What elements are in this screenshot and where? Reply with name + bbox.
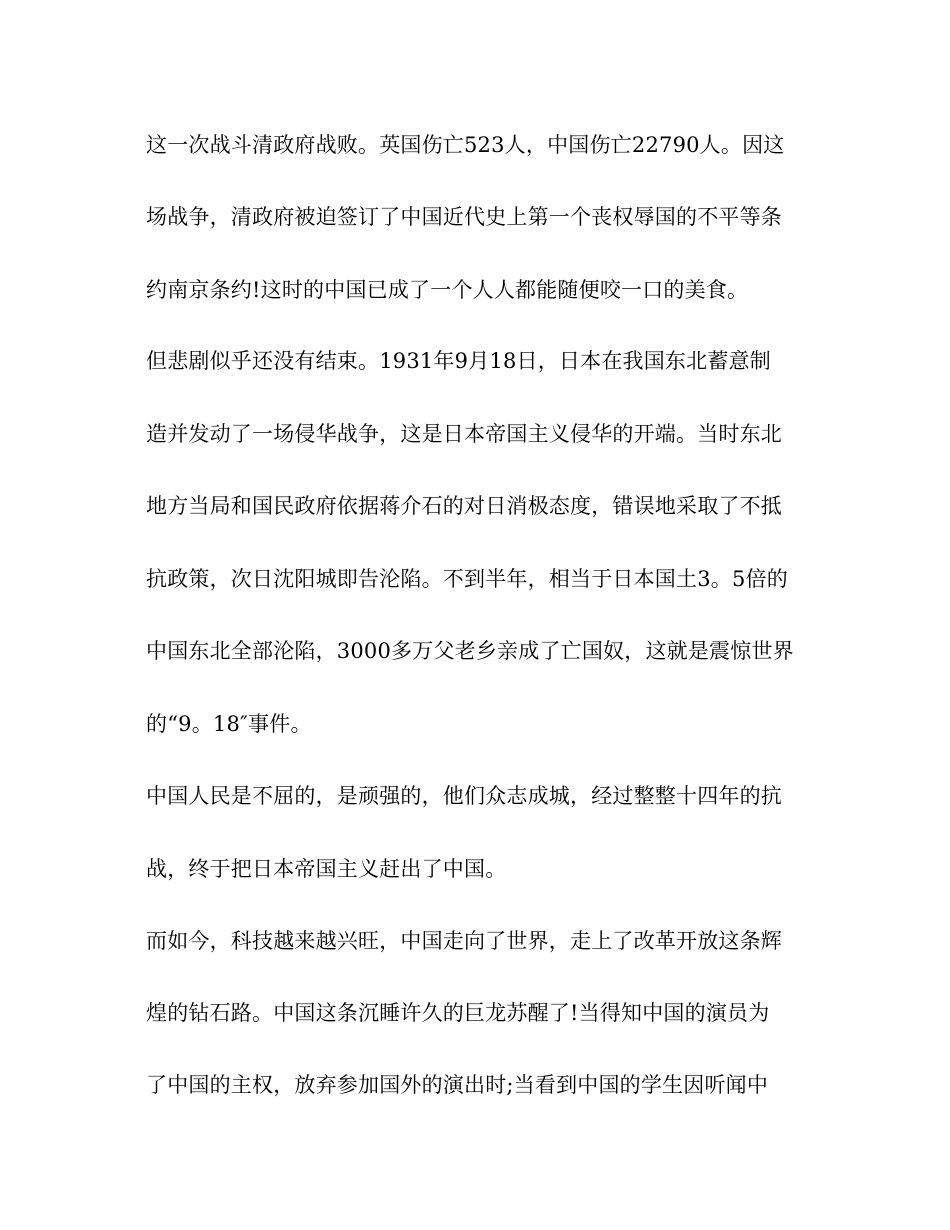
text-line: 而如今，科技越来越兴旺，中国走向了世界，走上了改革开放这条辉	[146, 929, 782, 953]
text-line: 但悲剧似乎还没有结束。1931年9月18日，日本在我国东北蓄意制	[146, 349, 771, 373]
text-line: 场战争，清政府被迫签订了中国近代史上第一个丧权辱国的不平等条	[146, 205, 782, 229]
text-line: 煌的钻石路。中国这条沉睡许久的巨龙苏醒了!当得知中国的演员为	[146, 1001, 770, 1025]
text-line: 中国东北全部沦陷，3000多万父老乡亲成了亡国奴，这就是震惊世界	[146, 639, 794, 663]
text-line: 地方当局和国民政府依据蒋介石的对日消极态度，错误地采取了不抵	[146, 494, 782, 518]
text-line: 了中国的主权，放弃参加国外的演出时;当看到中国的学生因听闻中	[146, 1073, 769, 1097]
text-line: 抗政策，次日沈阳城即告沦陷。不到半年，相当于日本国土3。5倍的	[146, 567, 788, 591]
text-line: 的“9。18″事件。	[146, 712, 312, 736]
text-line: 战，终于把日本帝国主义赶出了中国。	[146, 857, 507, 881]
text-line: 造并发动了一场侵华战争，这是日本帝国主义侵华的开端。当时东北	[146, 422, 782, 446]
text-line: 中国人民是不屈的，是顽强的，他们众志成城，经过整整十四年的抗	[146, 784, 782, 808]
text-line: 约南京条约!这时的中国已成了一个人人都能随便咬一口的美食。	[146, 278, 749, 302]
text-line: 这一次战斗清政府战败。英国伤亡523人，中国伤亡22790人。因这	[146, 133, 785, 157]
